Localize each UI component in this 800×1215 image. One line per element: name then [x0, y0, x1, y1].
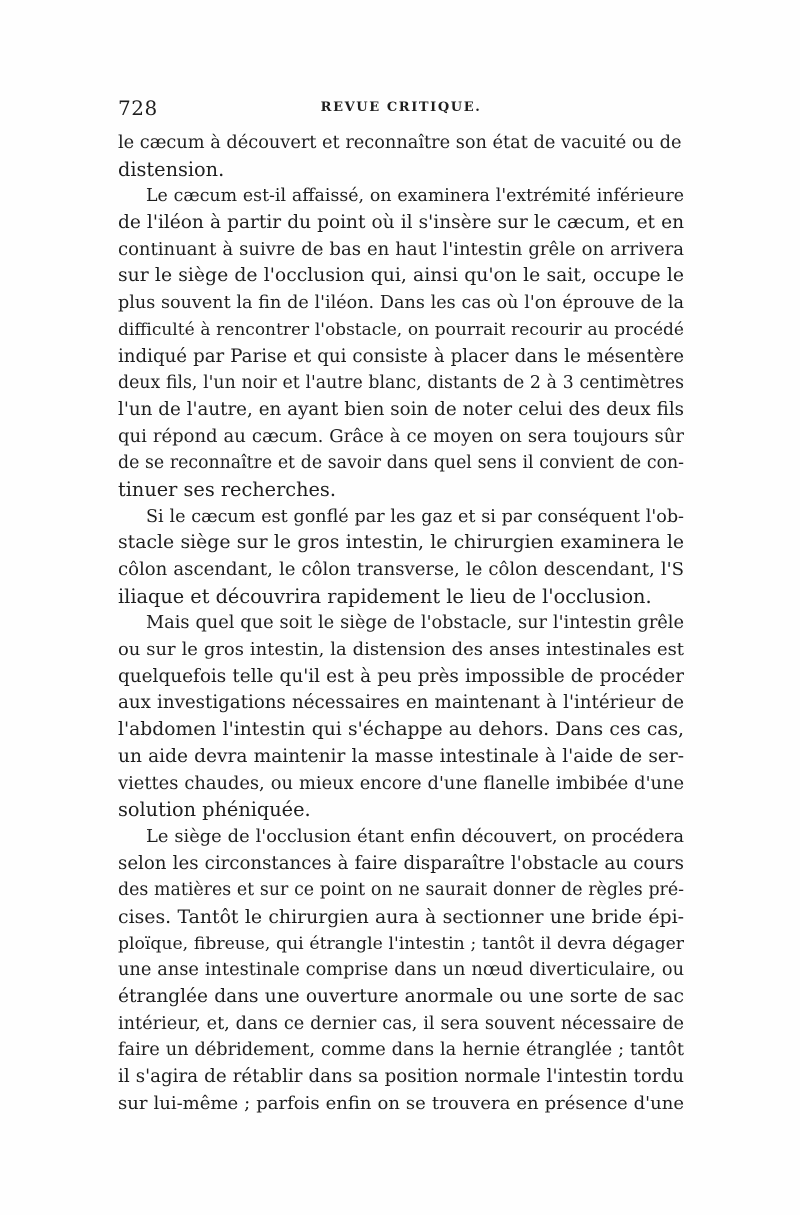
text-line: côlon ascendant, le côlon transverse, le côlon descendant, l'S [118, 559, 684, 580]
journal-title: REVUE CRITIQUE. [320, 100, 482, 115]
text-line: aux investigations nécessaires en maintenant à l'intérieur de [118, 692, 684, 714]
text-line: difficulté à rencontrer l'obstacle, on pourrait recourir au procédé [118, 319, 684, 340]
text-line: faire un débridement, comme dans la hernie étranglée ; tantôt [118, 1040, 684, 1061]
text-line: ploïque, fibreuse, qui étrangle l'intestin ; tantôt il devra dégager [118, 933, 684, 954]
text-line: stacle siège sur le gros intestin, le chirurgien examinera le [118, 532, 684, 554]
text-line: des matières et sur ce point on ne saurait donner de règles pré- [118, 880, 684, 901]
text-line: sur le siège de l'occlusion qui, ainsi qu'on le sait, occupe le [118, 265, 684, 287]
paragraph-first-line: Si le cæcum est gonflé par les gaz et si par conséquent l'ob- [146, 506, 684, 527]
text-line: étranglée dans une ouverture anormale ou une sorte de sac [118, 986, 684, 1007]
text-line: l'un de l'autre, en ayant bien soin de noter celui des deux fils [118, 398, 684, 420]
paragraph-first-line: Le siège de l'occlusion étant enfin découvert, on procédera [146, 825, 684, 847]
text-line: continuant à suivre de bas en haut l'intestin grêle on arrivera [118, 238, 684, 260]
text-line: indiqué par Parise et qui consiste à placer dans le mésentère [118, 345, 684, 367]
text-line: quelquefois telle qu'il est à peu près impossible de procéder [118, 665, 684, 687]
text-line: l'abdomen l'intestin qui s'échappe au dehors. Dans ces cas, [118, 719, 684, 741]
text-line: deux fils, l'un noir et l'autre blanc, distants de 2 à 3 centimètres [118, 373, 684, 394]
text-line: le cæcum à découvert et reconnaître son état de vacuité ou de [118, 133, 682, 153]
body-text [118, 130, 684, 1117]
text-line: il s'agira de rétablir dans sa position normale l'intestin tordu [118, 1066, 684, 1088]
text-line: cises. Tantôt le chirurgien aura à sectionner une bride épi- [118, 905, 684, 928]
running-head [118, 96, 684, 124]
text-line: distension. [118, 157, 225, 181]
text-line: de l'iléon à partir du point où il s'insère sur le cæcum, et en [118, 212, 684, 234]
text-line: sur lui-même ; parfois enfin on se trouvera en présence d'une [118, 1092, 684, 1114]
text-line: qui répond au cæcum. Grâce à ce moyen on sera toujours sûr [118, 425, 684, 447]
text-line: tinuer ses recherches. [118, 477, 336, 501]
text-line: un aide devra maintenir la masse intestinale à l'aide de ser- [118, 745, 684, 767]
text-line: viettes chaudes, ou mieux encore d'une flanelle imbibée d'une [118, 772, 684, 794]
text-line: solution phéniquée. [118, 798, 311, 822]
text-line: selon les circonstances à faire disparaître l'obstacle au cours [118, 852, 684, 874]
page-number: 728 [118, 96, 158, 120]
text-line: intérieur, et, dans ce dernier cas, il sera souvent nécessaire de [118, 1013, 684, 1034]
paragraph-first-line: Le cæcum est-il affaissé, on examinera l'extrémité inférieure [146, 186, 684, 207]
text-line: plus souvent la fin de l'iléon. Dans les cas où l'on éprouve de la [118, 293, 684, 314]
text-line: iliaque et découvrira rapidement le lieu de l'occlusion. [118, 584, 652, 608]
paragraph-first-line: Mais quel que soit le siège de l'obstacle, sur l'intestin grêle [146, 613, 684, 634]
text-line: ou sur le gros intestin, la distension des anses intestinales est [118, 639, 684, 661]
text-line: de se reconnaître et de savoir dans quel sens il convient de con- [118, 453, 684, 474]
text-line: une anse intestinale comprise dans un nœud diverticulaire, ou [118, 960, 684, 981]
